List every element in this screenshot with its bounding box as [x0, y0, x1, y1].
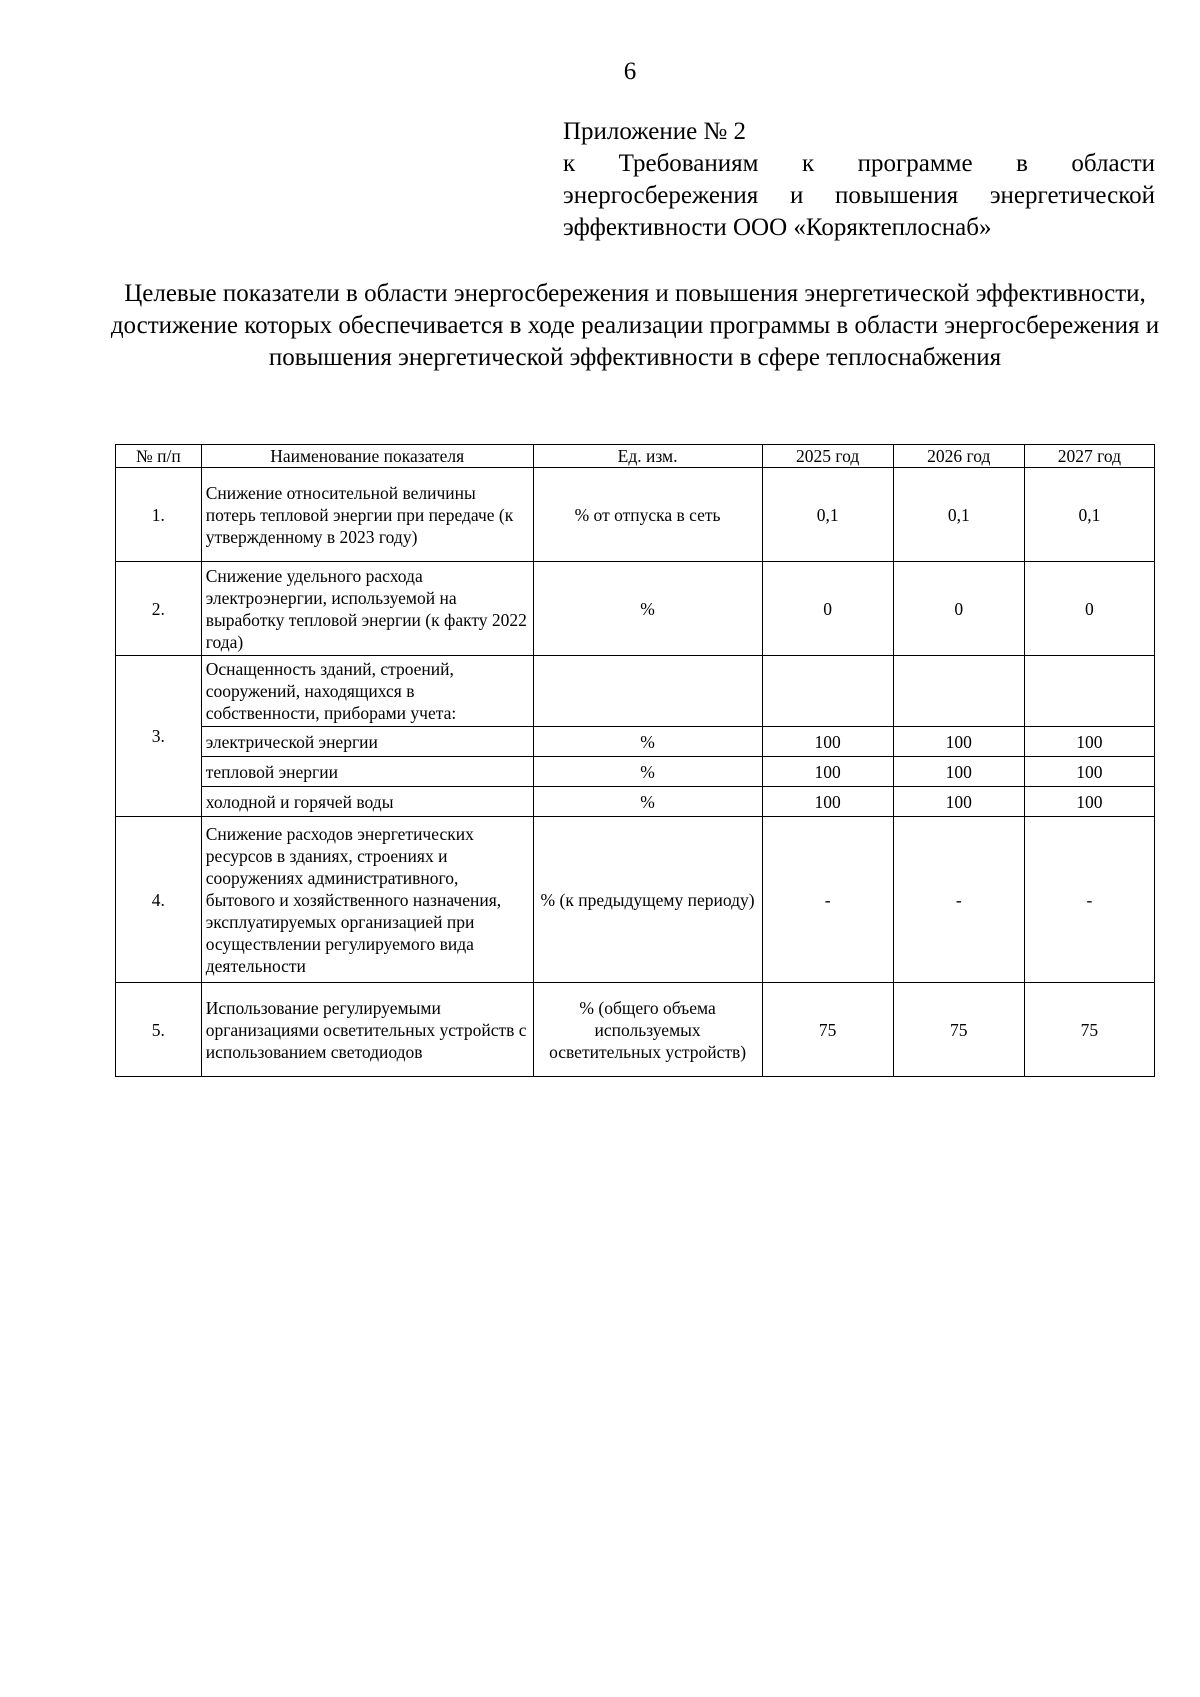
subrow-unit: %: [533, 787, 762, 817]
header-unit: Ед. изм.: [533, 445, 762, 468]
row-num: 3.: [116, 656, 202, 817]
subrow-name: холодной и горячей воды: [201, 787, 533, 817]
table-row: [116, 468, 1155, 562]
row-name: Снижение относительной величины потерь тепловой энергии при передаче (к утвержденному в 2023 году): [201, 468, 533, 562]
subrow-value-2027: 100: [1024, 787, 1154, 817]
row-value-2025: 0: [762, 562, 893, 656]
table-row: [116, 656, 1155, 727]
annex-subtitle: к Требованиям к программе в области энергосбережения и повышения энергетической эффективности ООО «Коряктеплоснаб»: [563, 150, 1155, 241]
subrow-value-2025: 100: [762, 757, 893, 787]
subrow-value-2026: 100: [893, 727, 1024, 757]
table-header-row: [116, 445, 1155, 468]
empty-cell: [893, 656, 1024, 727]
row-unit: %: [533, 562, 762, 656]
subrow-value-2025: 100: [762, 727, 893, 757]
row-value-2027: -: [1024, 817, 1154, 983]
page-number: 6: [623, 58, 637, 85]
header-2026: 2026 год: [893, 445, 1024, 468]
empty-cell: [533, 656, 762, 727]
header-num: № п/п: [116, 445, 202, 468]
row-value-2025: -: [762, 817, 893, 983]
subrow-unit: %: [533, 727, 762, 757]
row-name: Снижение расходов энергетических ресурсов в зданиях, строениях и сооружениях административного, бытового и хозяйственного назначения, эксплуатируемых организацией при осуществлении регулируемого вида деятельности: [201, 817, 533, 983]
row-unit: % (к предыдущему периоду): [533, 817, 762, 983]
header-2025: 2025 год: [762, 445, 893, 468]
row-num: 1.: [116, 468, 202, 562]
subrow-value-2027: 100: [1024, 757, 1154, 787]
table-row: [116, 562, 1155, 656]
subrow-unit: %: [533, 757, 762, 787]
row-value-2026: 0,1: [893, 468, 1024, 562]
table-row: [116, 983, 1155, 1077]
table-subrow: [116, 787, 1155, 817]
row-num: 4.: [116, 817, 202, 983]
row-value-2027: 0,1: [1024, 468, 1154, 562]
row-num: 2.: [116, 562, 202, 656]
row-value-2026: -: [893, 817, 1024, 983]
empty-cell: [762, 656, 893, 727]
subrow-name: электрической энергии: [201, 727, 533, 757]
empty-cell: [1024, 656, 1154, 727]
annex-header: [563, 116, 1155, 244]
row-value-2027: 0: [1024, 562, 1154, 656]
header-2027: 2027 год: [1024, 445, 1154, 468]
row-value-2026: 0: [893, 562, 1024, 656]
subrow-value-2026: 100: [893, 757, 1024, 787]
subrow-value-2025: 100: [762, 787, 893, 817]
row-value-2026: 75: [893, 983, 1024, 1077]
document-title: Целевые показатели в области энергосбережения и повышения энергетической эффективности, достижение которых обеспечивается в ходе реализации программы в области энергосбережения и повышения энергетической эффективности в сфере теплоснабжения: [110, 280, 1160, 371]
row-value-2027: 75: [1024, 983, 1154, 1077]
subrow-value-2026: 100: [893, 787, 1024, 817]
row-value-2025: 0,1: [762, 468, 893, 562]
row-unit: % от отпуска в сеть: [533, 468, 762, 562]
header-name: Наименование показателя: [201, 445, 533, 468]
table-row: [116, 817, 1155, 983]
table-subrow: [116, 757, 1155, 787]
indicators-table: [115, 444, 1155, 1077]
subrow-value-2027: 100: [1024, 727, 1154, 757]
row-num: 5.: [116, 983, 202, 1077]
annex-title: Приложение № 2: [563, 118, 747, 145]
row-name: Оснащенность зданий, строений, сооружений, находящихся в собственности, приборами учета:: [201, 656, 533, 727]
row-value-2025: 75: [762, 983, 893, 1077]
table-subrow: [116, 727, 1155, 757]
subrow-name: тепловой энергии: [201, 757, 533, 787]
row-name: Использование регулируемыми организациями осветительных устройств с использованием светодиодов: [201, 983, 533, 1077]
row-unit: % (общего объема используемых осветительных устройств): [533, 983, 762, 1077]
row-name: Снижение удельного расхода электроэнергии, используемой на выработку тепловой энергии (к факту 2022 года): [201, 562, 533, 656]
